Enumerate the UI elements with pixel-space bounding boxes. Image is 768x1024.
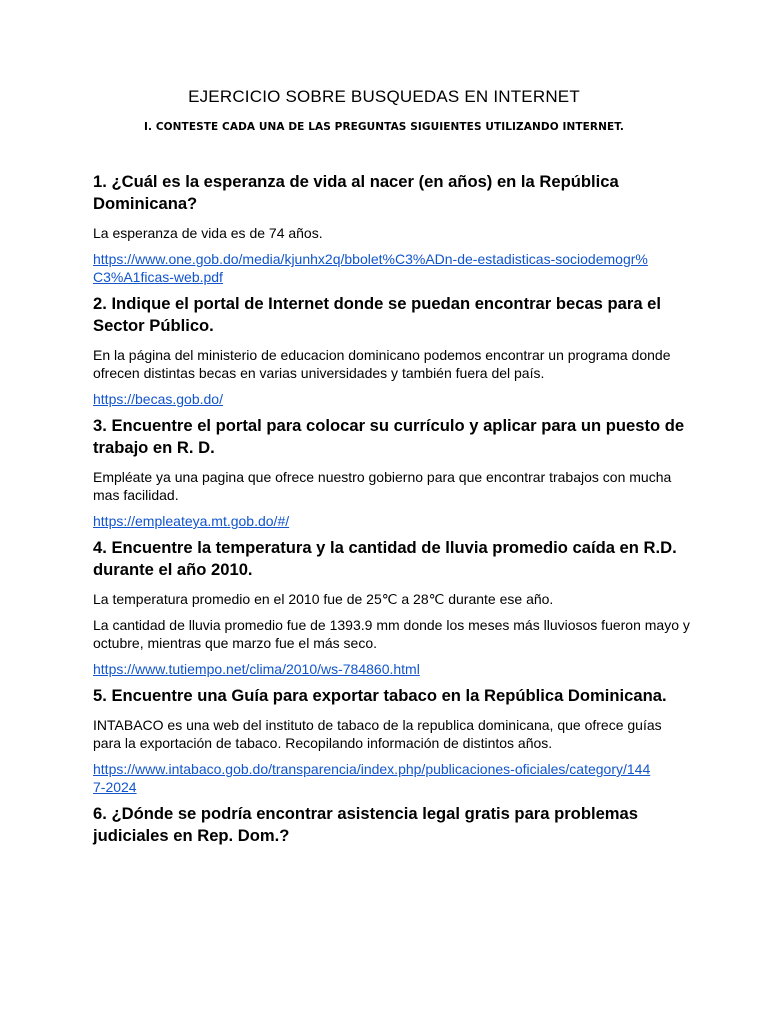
question-4: 4. Encuentre la temperatura y la cantidad de lluvia promedio caída en R.D. durante el año 2010. [93,538,677,579]
question-2: 2. Indique el portal de Internet donde se puedan encontrar becas para el Sector Público. [93,294,662,335]
question-5: 5. Encuentre una Guía para exportar tabaco en la República Dominicana. [93,686,667,705]
answer-5: INTABACO es una web del instituto de tabaco de la republica dominicana, que ofrece guías para la exportación de tabaco. Recopilando información de distintos años. [93,717,662,751]
questions-list [93,171,693,856]
answer-1: La esperanza de vida es de 74 años. [93,225,323,241]
source-link-1[interactable]: https://www.one.gob.do/media/kjunhx2q/bbolet%C3%ADn-de-estadisticas-sociodemogr%C3%A1ficas-web.pdf [93,251,648,285]
answer-4-temperature: La temperatura promedio en el 2010 fue de 25℃ a 28℃ durante ese año. [93,591,554,607]
question-1: 1. ¿Cuál es la esperanza de vida al nacer (en años) en la República Dominicana? [93,172,619,213]
source-link-5[interactable]: https://www.intabaco.gob.do/transparencia/index.php/publicaciones-oficiales/category/1447-2024 [93,761,651,795]
source-link-2[interactable]: https://becas.gob.do/ [93,391,223,407]
answer-3: Empléate ya una pagina que ofrece nuestro gobierno para que encontrar trabajos con mucha mas facilidad. [93,469,672,503]
instructions-heading: I. CONTESTE CADA UNA DE LAS PREGUNTAS SIGUIENTES UTILIZANDO INTERNET. [143,121,625,133]
answer-2: En la página del ministerio de educacion dominicano podemos encontrar un programa donde ofrecen distintas becas en varias universidades y también fuera del país. [93,347,671,381]
question-3: 3. Encuentre el portal para colocar su currículo y aplicar para un puesto de trabajo en R. D. [93,416,685,457]
document-title: EJERCICIO SOBRE BUSQUEDAS EN INTERNET [188,87,580,106]
source-link-3[interactable]: https://empleateya.mt.gob.do/#/ [93,513,290,529]
question-6: 6. ¿Dónde se podría encontrar asistencia legal gratis para problemas judiciales en Rep. Dom.? [93,804,639,845]
source-link-4[interactable]: https://www.tutiempo.net/clima/2010/ws-784860.html [93,661,420,677]
answer-4-rainfall: La cantidad de lluvia promedio fue de 1393.9 mm donde los meses más lluviosos fueron mayo y octubre, mientras que marzo fue el más seco. [93,617,690,651]
